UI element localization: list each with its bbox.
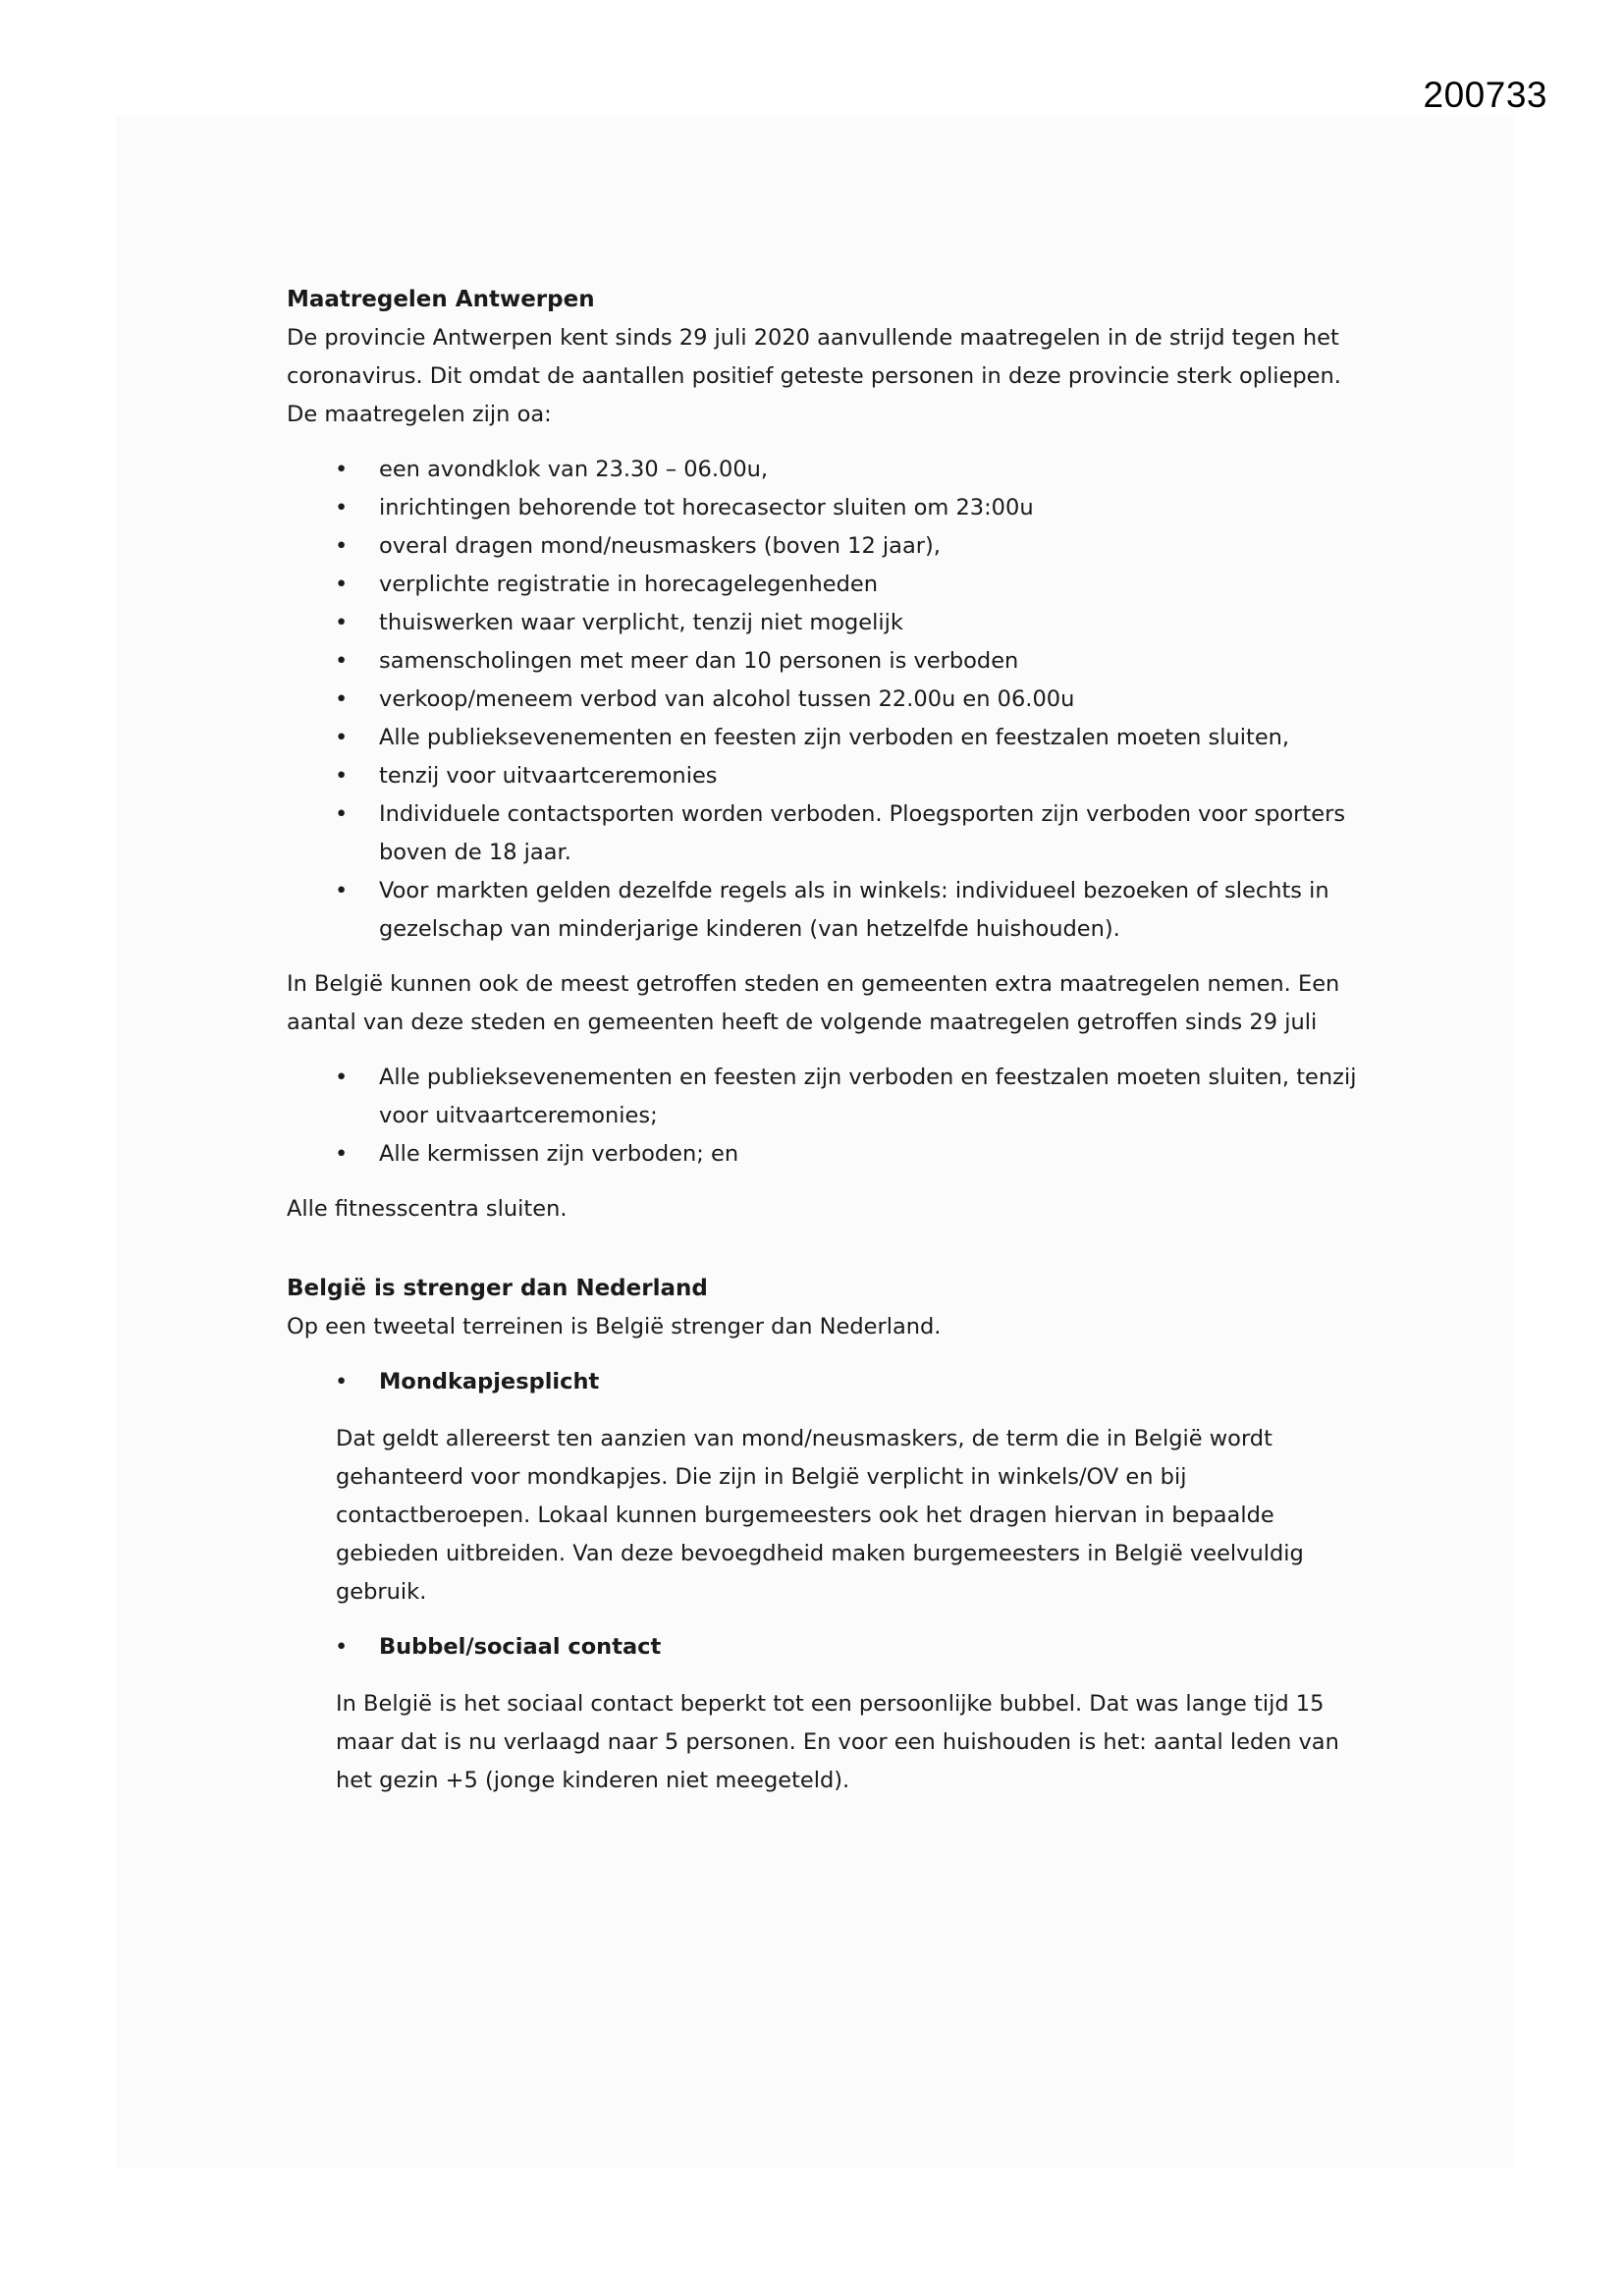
municipalities-paragraph: In België kunnen ook de meest getroffen steden en gemeenten extra maatregelen nemen. Een aantal van deze steden en gemeenten heeft de volgende maatregelen getroffen sinds 29 juli [287, 971, 1340, 1035]
list-item: • samenscholingen met meer dan 10 personen is verboden [287, 642, 1367, 681]
list-item: • Individuele contactsporten worden verboden. Ploegsporten zijn verboden voor sporters boven de 18 jaar. [287, 795, 1367, 872]
list-item: • thuiswerken waar verplicht, tenzij niet mogelijk [287, 604, 1367, 642]
bubbel-paragraph: In België is het sociaal contact beperkt tot een persoonlijke bubbel. Dat was lange tijd 15 maar dat is nu verlaagd naar 5 personen. En voor een huishouden is het: aantal leden van het gezin +5 (jonge kinderen niet meegeteld). [336, 1691, 1339, 1793]
list-item: • verkoop/meneem verbod van alcohol tussen 22.00u en 06.00u [287, 681, 1367, 719]
section-maatregelen-antwerpen [287, 281, 1367, 1229]
mondkapjes-paragraph: Dat geldt allereerst ten aanzien van mond/neusmaskers, de term die in België wordt gehanteerd voor mondkapjes. Die zijn in België verplicht in winkels/OV en bij contactberoepen. Lokaal kunnen burgemeesters ook het dragen hiervan in bepaalde gebieden uitbreiden. Van deze bevoegdheid maken burgemeesters in België veelvuldig gebruik. [336, 1426, 1304, 1605]
list-item: • Alle publieksevenementen en feesten zijn verboden en feestzalen moeten sluiten, tenzij voor uitvaartceremonies; [287, 1059, 1367, 1135]
subheading-mondkapjesplicht: • Mondkapjesplicht [287, 1363, 1367, 1401]
section-title: Maatregelen Antwerpen [287, 287, 595, 312]
list-item: • verplichte registratie in horecagelegenheden [287, 566, 1367, 604]
measures-list [287, 451, 1367, 949]
list-item: • overal dragen mond/neusmaskers (boven 12 jaar), [287, 527, 1367, 566]
document-number: 200733 [1423, 75, 1547, 115]
list-item: • Alle kermissen zijn verboden; en [287, 1135, 1367, 1174]
list-item: • inrichtingen behorende tot horecasector sluiten om 23:00u [287, 489, 1367, 527]
municipal-measures-list [287, 1059, 1367, 1174]
list-item: • een avondklok van 23.30 – 06.00u, [287, 451, 1367, 489]
list-item: • Voor markten gelden dezelfde regels als in winkels: individueel bezoeken of slechts in gezelschap van minderjarige kinderen (van hetzelfde huishouden). [287, 872, 1367, 949]
intro-paragraph: Op een tweetal terreinen is België strenger dan Nederland. [287, 1314, 942, 1339]
section-belgie-strenger [287, 1270, 1367, 1800]
document-body [287, 281, 1367, 1817]
list-item: • tenzij voor uitvaartceremonies [287, 757, 1367, 795]
list-item: • Alle publieksevenementen en feesten zijn verboden en feestzalen moeten sluiten, [287, 719, 1367, 757]
subheading-bubbel: • Bubbel/sociaal contact [287, 1628, 1367, 1667]
intro-paragraph: De provincie Antwerpen kent sinds 29 juli 2020 aanvullende maatregelen in de strijd tegen het coronavirus. Dit omdat de aantallen positief geteste personen in deze provincie sterk opliepen. De maatregelen zijn oa: [287, 325, 1341, 427]
section-title: België is strenger dan Nederland [287, 1276, 708, 1301]
fitness-paragraph: Alle fitnesscentra sluiten. [287, 1196, 568, 1222]
